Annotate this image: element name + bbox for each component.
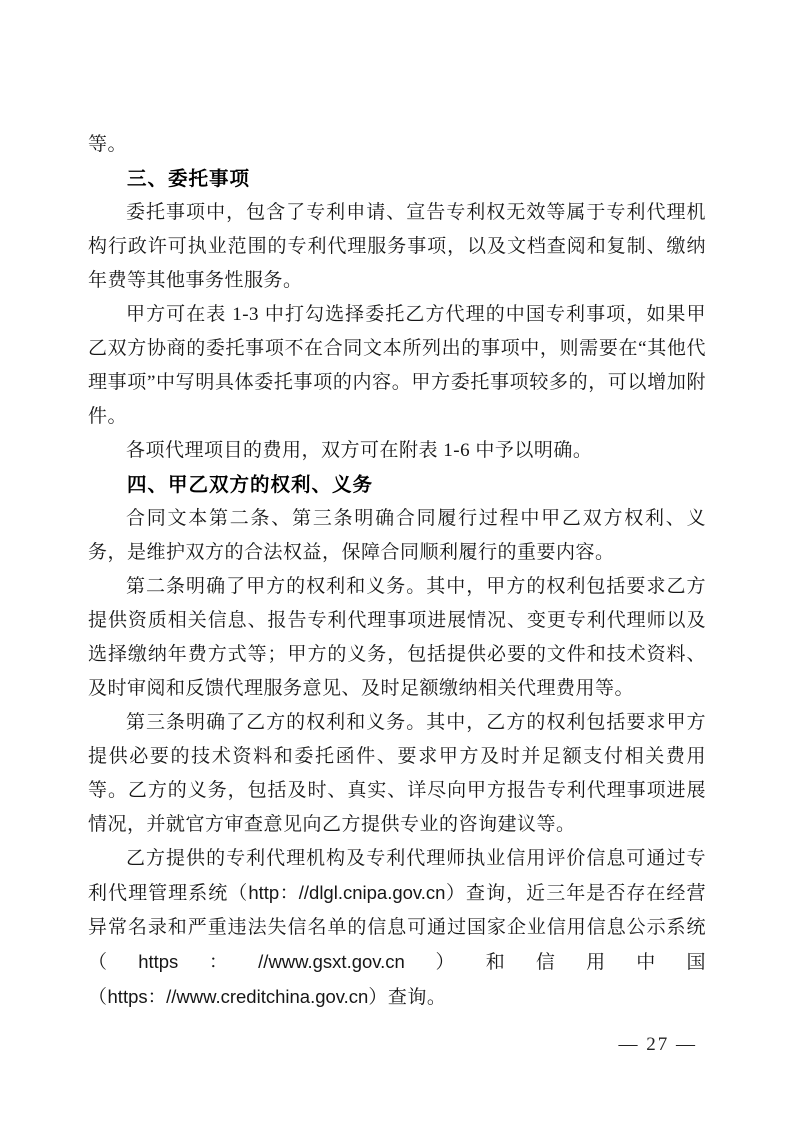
- url-text-creditchina: https：//www.creditchina.gov.cn: [107, 986, 369, 1007]
- paragraph: 合同文本第二条、第三条明确合同履行过程中甲乙双方权利、义务，是维护双方的合法权益，保障合同顺利履行的重要内容。: [88, 508, 706, 563]
- paragraph: 委托事项中，包含了专利申请、宣告专利权无效等属于专利代理机构行政许可执业范围的专利代理服务事项，以及文档查阅和复制、缴纳年费等其他事务性服务。: [88, 202, 706, 291]
- paragraph: 各项代理项目的费用，双方可在附表 1-6 中予以明确。: [126, 440, 593, 461]
- paragraph: 第三条明确了乙方的权利和义务。其中，乙方的权利包括要求甲方提供必要的技术资料和委托函件、要求甲方及时并足额支付相关费用等。乙方的义务，包括及时、真实、详尽向甲方报告专利代理事项进展情况，并就官方审查意见向乙方提供专业的咨询建议等。: [88, 712, 706, 835]
- paragraph-text: ）查询，近三年是否存在经营异常名录和严重违法失信名单的信息可通过国家企业信用信息公示系统（: [88, 883, 706, 973]
- paragraph-with-urls: [88, 842, 706, 1015]
- paragraph-text: 乙方提供的专利代理机构及专利代理师执业信用评价信息可通过专利代理管理系统（: [88, 848, 706, 904]
- page-content: [88, 128, 706, 1015]
- paragraph-continuation: 等。: [88, 134, 128, 155]
- paragraph-text: ）和信用中国（: [88, 952, 706, 1008]
- paragraph: 第二条明确了甲方的权利和义务。其中，甲方的权利包括要求乙方提供资质相关信息、报告专利代理事项进展情况、变更专利代理师以及选择缴纳年费方式等；甲方的义务，包括提供必要的文件和技术资料、及时审阅和反馈代理服务意见、及时足额缴纳相关代理费用等。: [88, 576, 706, 699]
- section-heading-entrusted-matters: 三、委托事项: [127, 168, 251, 190]
- url-text-gsxt: https：//www.gsxt.gov.cn: [138, 951, 405, 972]
- paragraph-text: ）查询。: [368, 987, 447, 1008]
- url-text-dlgl-cnipa: http：//dlgl.cnipa.gov.cn: [248, 882, 446, 903]
- paragraph: 甲方可在表 1-3 中打勾选择委托乙方代理的中国专利事项，如果甲乙双方协商的委托事项不在合同文本所列出的事项中，则需要在“其他代理事项”中写明具体委托事项的内容。甲方委托事项较多的，可以增加附件。: [88, 304, 706, 427]
- page-number: — 27 —: [618, 1034, 697, 1055]
- section-heading-rights-obligations: 四、甲乙双方的权利、义务: [127, 474, 374, 496]
